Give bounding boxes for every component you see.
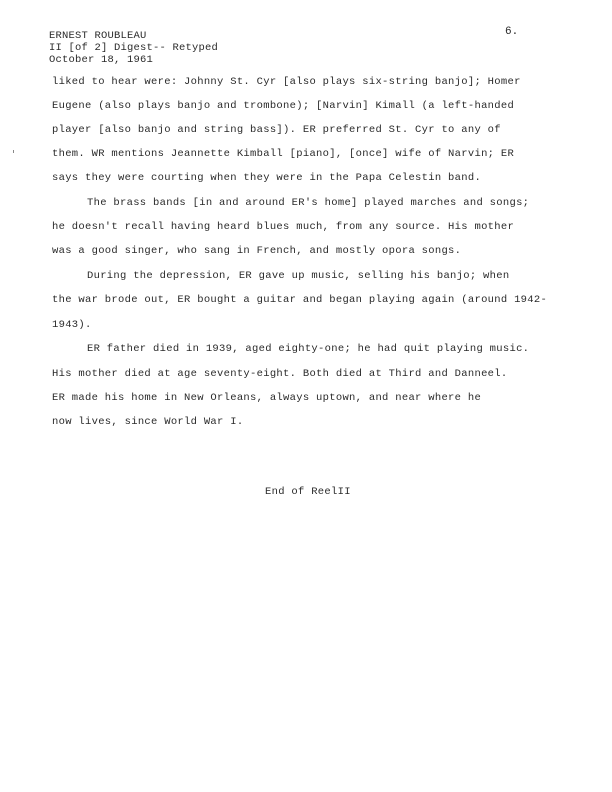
document-header bbox=[49, 30, 218, 66]
text-line: ER father died in 1939, aged eighty-one; he had quit playing music. bbox=[87, 343, 530, 355]
text-line: them. WR mentions Jeannette Kimball [piano], [once] wife of Narvin; ER bbox=[52, 148, 515, 160]
page-number: 6. bbox=[505, 26, 519, 38]
text-line: was a good singer, who sang in French, and mostly opora songs. bbox=[52, 245, 462, 257]
text-line: liked to hear were: Johnny St. Cyr [also plays six-string banjo]; Homer bbox=[52, 76, 521, 88]
reel-label: II [of 2] Digest-- Retyped bbox=[49, 42, 219, 54]
text-line: The brass bands [in and around ER's home] played marches and songs; bbox=[87, 197, 530, 209]
text-line: the war brode out, ER bought a guitar and began playing again (around 1942- bbox=[52, 294, 548, 306]
text-line: now lives, since World War I. bbox=[52, 416, 244, 428]
margin-mark bbox=[13, 150, 14, 153]
text-line: ER made his home in New Orleans, always uptown, and near where he bbox=[52, 392, 482, 404]
interviewee-name: ERNEST ROUBLEAU bbox=[49, 30, 147, 42]
text-line: During the depression, ER gave up music, selling his banjo; when bbox=[87, 270, 510, 282]
text-line: he doesn't recall having heard blues much, from any source. His mother bbox=[52, 221, 515, 233]
text-line: 1943). bbox=[52, 319, 92, 331]
end-of-reel-note: End of ReelII bbox=[265, 486, 351, 498]
text-line: says they were courting when they were in the Papa Celestin band. bbox=[52, 172, 482, 184]
text-line: His mother died at age seventy-eight. Both died at Third and Danneel. bbox=[52, 368, 508, 380]
text-line: player [also banjo and string bass]). ER preferred St. Cyr to any of bbox=[52, 124, 501, 136]
interview-date: October 18, 1961 bbox=[49, 54, 154, 66]
text-line: Eugene (also plays banjo and trombone); [Narvin] Kimall (a left-handed bbox=[52, 100, 515, 112]
